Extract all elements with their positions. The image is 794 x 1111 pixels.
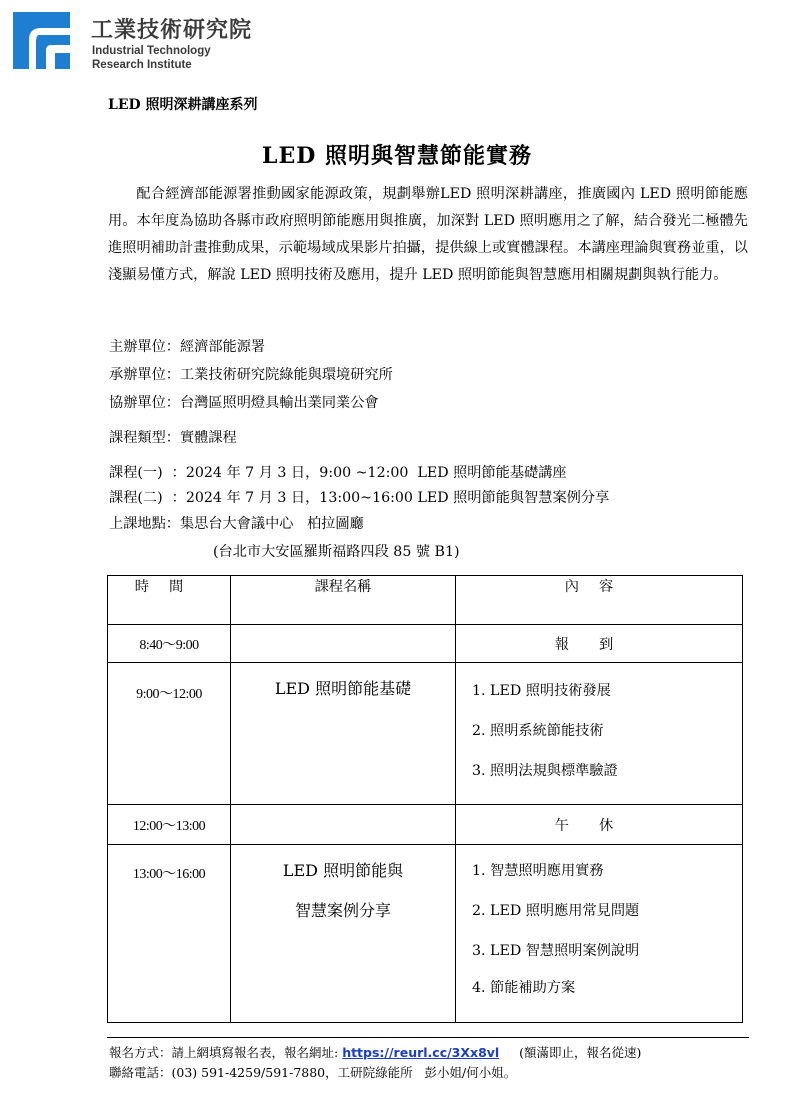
row-note: 午休: [456, 805, 743, 845]
org-name-zh: 工業技術研究院: [91, 18, 253, 43]
table-row: [108, 805, 743, 845]
row-time: 8:40～9:00: [108, 625, 231, 663]
row-name: LED 照明節能基礎: [231, 663, 456, 805]
course-1: 課程(一) ：2024 年 7 月 3 日，9:00 ~12:00 LED 照明節能基礎講座: [109, 465, 567, 481]
register-prefix: 報名方式：請上網填寫報名表，報名網址:: [109, 1045, 343, 1060]
org-name-en-line1: Industrial Technology: [92, 45, 211, 57]
row-note: 報到: [456, 625, 743, 663]
header-time: 時間: [108, 576, 231, 625]
venue-address: (台北市大安區羅斯福路四段 85 號 B1): [213, 544, 460, 560]
list-item: 4. 節能補助方案: [472, 980, 576, 996]
executor: 承辦單位：工業技術研究院綠能與環境研究所: [109, 367, 393, 383]
list-item: 1. LED 照明技術發展: [472, 683, 611, 699]
registration-info: [109, 1043, 641, 1061]
row-name-line2: 智慧案例分享: [294, 901, 391, 920]
itri-logo-icon: [13, 12, 70, 69]
org-name-en-line2: Research Institute: [92, 59, 192, 71]
registration-link[interactable]: https://reurl.cc/3Xx8vl: [342, 1045, 500, 1060]
row-name: [231, 845, 456, 1023]
course-type: 課程類型：實體課程: [109, 430, 237, 446]
table-row: [108, 625, 743, 663]
row-items: [456, 845, 743, 1023]
page-title: LED 照明與智慧節能實務: [262, 143, 532, 169]
venue: 上課地點：集思台大會議中心 柏拉圖廳: [109, 516, 364, 532]
header-course-name: 課程名稱: [231, 576, 456, 625]
header-content: 內容: [456, 576, 743, 625]
row-items: [456, 663, 743, 805]
list-item: 1. 智慧照明應用實務: [472, 863, 604, 879]
series-label: LED 照明深耕講座系列: [108, 97, 258, 113]
row-name: [231, 805, 456, 845]
intro-paragraph: [108, 181, 748, 289]
row-time: 12:00～13:00: [108, 805, 231, 845]
table-row: [108, 845, 743, 1023]
table-row: [108, 663, 743, 805]
row-name-line1: LED 照明節能與: [282, 861, 404, 880]
register-suffix: (額滿即止，報名從速): [499, 1045, 642, 1060]
footer-divider: [107, 1037, 749, 1038]
schedule-table: [107, 575, 743, 1023]
list-item: 2. LED 照明應用常見問題: [472, 903, 640, 919]
list-item: 3. LED 智慧照明案例說明: [472, 943, 640, 959]
co-organizer: 協辦單位：台灣區照明燈具輸出業同業公會: [109, 395, 379, 411]
table-header-row: [108, 576, 743, 625]
organizer: 主辦單位：經濟部能源署: [109, 339, 266, 355]
list-item: 2. 照明系統節能技術: [472, 723, 604, 739]
row-name: [231, 625, 456, 663]
intro-text: 配合經濟部能源署推動國家能源政策，規劃舉辦LED 照明深耕講座，推廣國內 LED 照明節能應用。本年度為協助各縣市政府照明節能應用與推廣，加深對 LED 照明應用之了解，結合發光二極體先進照明補助計畫推動成果，示範場域成果影片拍攝，提供線上或實體課程。本講座理論與實務並重，以淺顯易懂方式，解說 LED 照明技術及應用，提升 LED 照明節能與智慧應用相關規劃與執行能力。: [108, 186, 748, 283]
course-2: 課程(二) ：2024 年 7 月 3 日，13:00~16:00 LED 照明節能與智慧案例分享: [109, 490, 610, 506]
contact-info: 聯絡電話：(03) 591-4259/591-7880，工研院綠能所 彭小姐/何小姐。: [109, 1065, 517, 1080]
row-time: 13:00～16:00: [108, 845, 231, 1023]
row-time: 9:00～12:00: [108, 663, 231, 805]
list-item: 3. 照明法規與標準驗證: [472, 763, 618, 779]
